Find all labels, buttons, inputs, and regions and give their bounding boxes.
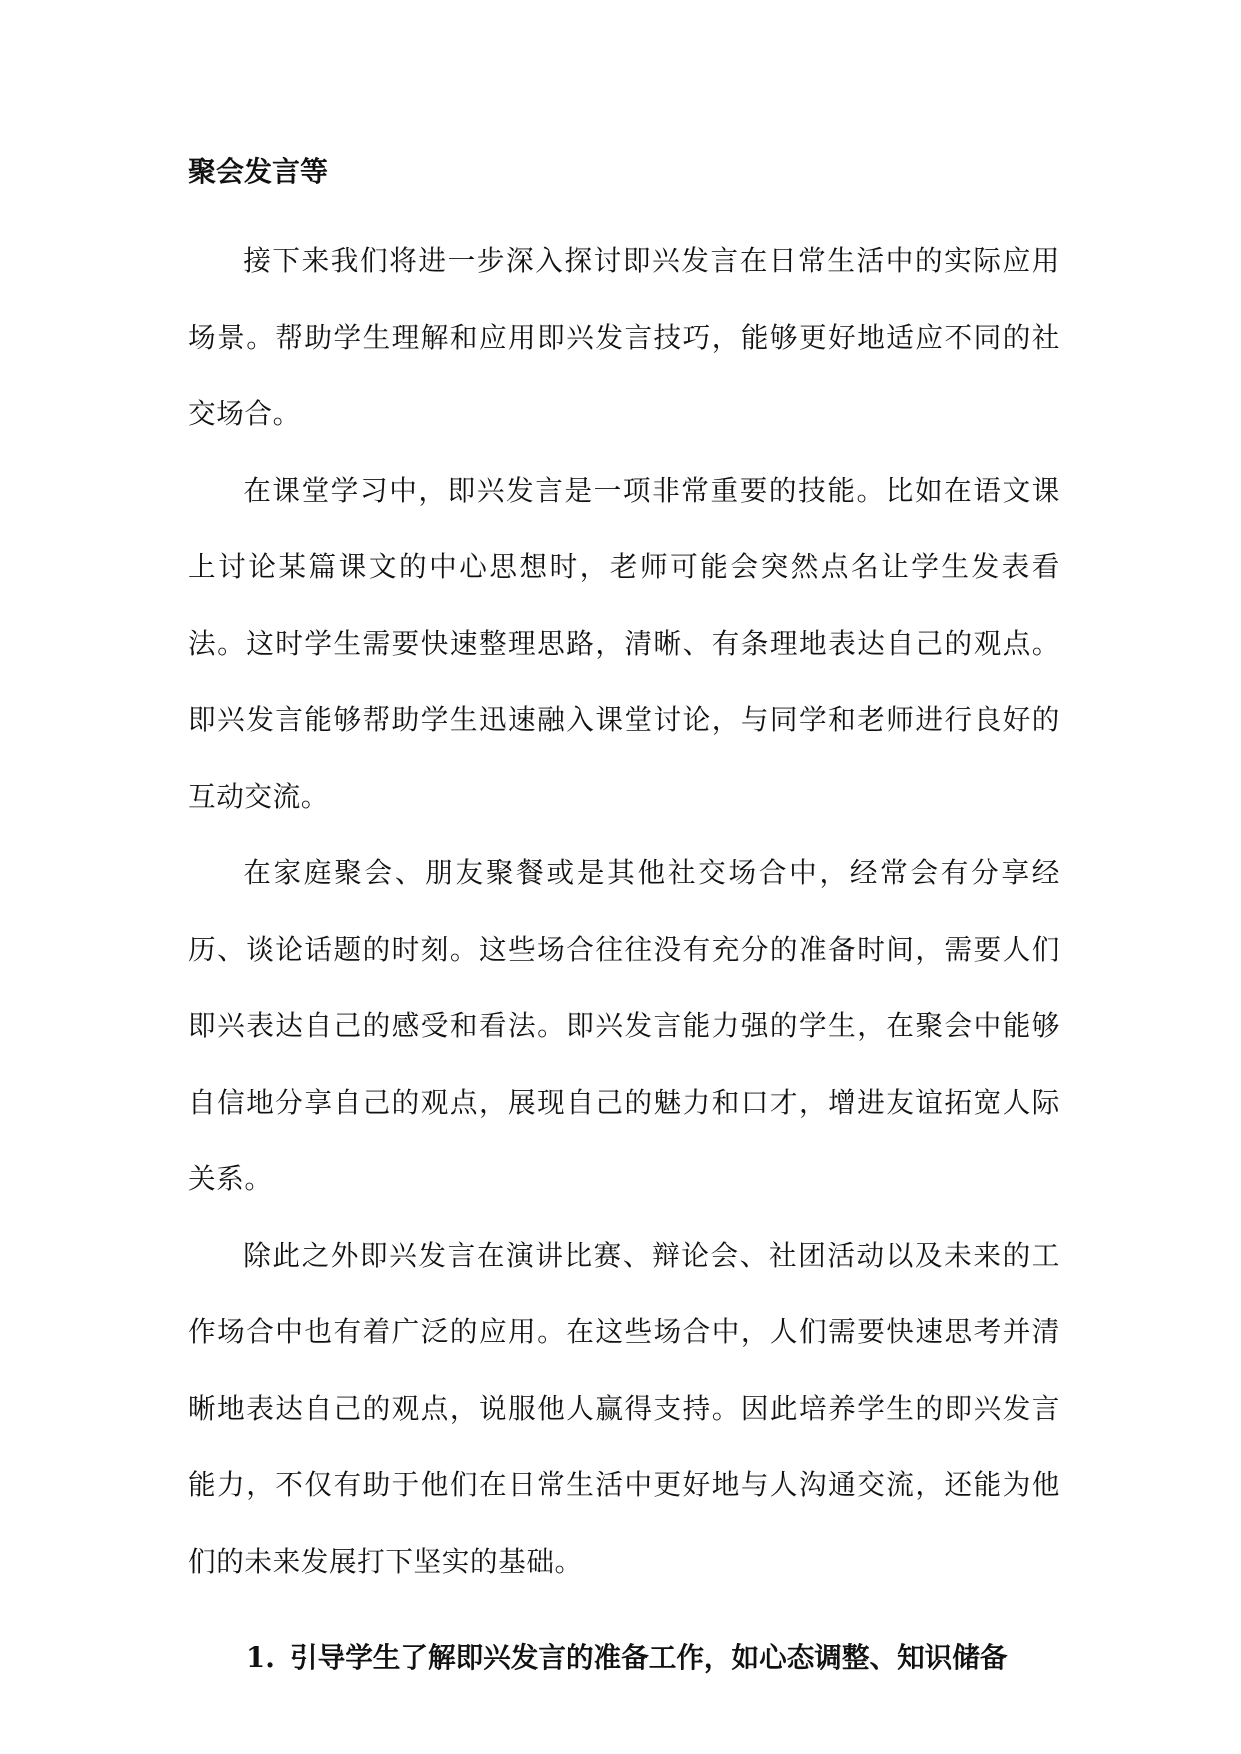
numbered-section-heading xyxy=(188,1628,1060,1688)
section-title: 引导学生了解即兴发言的准备工作，如心态调整、知识储备 xyxy=(290,1641,1008,1674)
paragraph-classroom: 在课堂学习中，即兴发言是一项非常重要的技能。比如在语文课上讨论某篇课文的中心思想时，老师可能会突然点名让学生发表看法。这时学生需要快速整理思路，清晰、有条理地表达自己的观点。即兴发言能够帮助学生迅速融入课堂讨论，与同学和老师进行良好的互动交流。 xyxy=(188,473,1060,813)
document-body xyxy=(188,142,1060,1688)
paragraph-intro: 接下来我们将进一步深入探讨即兴发言在日常生活中的实际应用场景。帮助学生理解和应用即兴发言技巧，能够更好地适应不同的社交场合。 xyxy=(188,244,1060,430)
section-heading: 聚会发言等 xyxy=(188,155,329,188)
section-number: 1. xyxy=(246,1641,275,1674)
paragraph-social: 在家庭聚会、朋友聚餐或是其他社交场合中，经常会有分享经历、谈论话题的时刻。这些场合往往没有充分的准备时间，需要人们即兴表达自己的感受和看法。即兴发言能力强的学生，在聚会中能够自信地分享自己的观点，展现自己的魅力和口才，增进友谊拓宽人际关系。 xyxy=(188,856,1060,1195)
paragraph-other-uses: 除此之外即兴发言在演讲比赛、辩论会、社团活动以及未来的工作场合中也有着广泛的应用。在这些场合中，人们需要快速思考并清晰地表达自己的观点，说服他人赢得支持。因此培养学生的即兴发言能力，不仅有助于他们在日常生活中更好地与人沟通交流，还能为他们的未来发展打下坚实的基础。 xyxy=(188,1238,1060,1578)
